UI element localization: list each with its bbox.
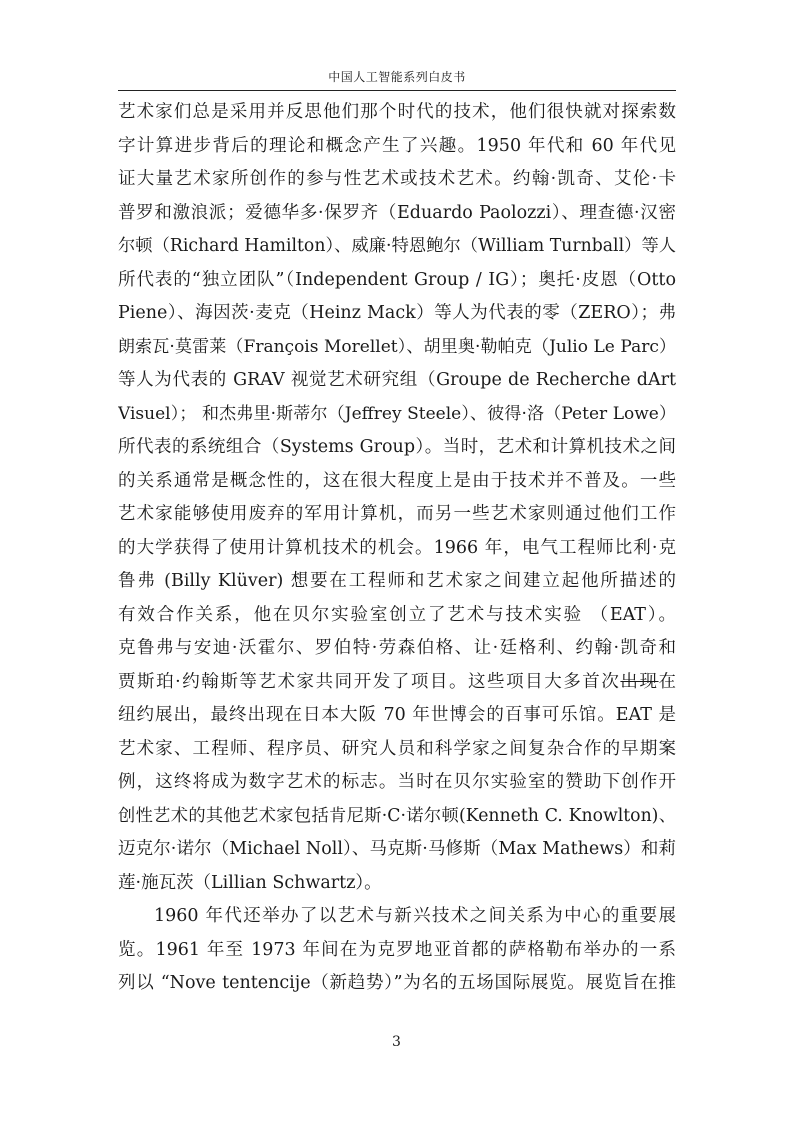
text-line: 所代表的“独立团队”（Independent Group / IG）；奥托·皮恩（Otto: [118, 269, 676, 290]
page-number: 3: [392, 1034, 401, 1050]
paragraph-2: [118, 900, 676, 1001]
text-line: 迈克尔·诺尔（Michael Noll）、马克斯·马修斯（Max Mathews）和莉: [118, 839, 676, 859]
text-line: Visuel）； 和杰弗里·斯蒂尔（Jeffrey Steele）、彼得·洛（Peter Lowe）: [118, 403, 676, 424]
text-line: [118, 666, 676, 700]
text-line: 有效合作关系，他在贝尔实验室创立了艺术与技术实验 （EAT）。: [118, 604, 676, 625]
text-line: 尔顿（Richard Hamilton）、威廉·特恩鲍尔（William Turnball）等人: [118, 236, 676, 256]
header-title: 中国人工智能系列白皮书: [328, 70, 466, 84]
text-line: 所代表的系统组合（Systems Group）。当时，艺术和计算机技术之间: [118, 437, 676, 457]
struck-text: 出现: [620, 671, 659, 692]
text-line: 1960 年代还举办了以艺术与新兴技术之间关系为中心的重要展: [154, 906, 676, 926]
text-line: 莲·施瓦茨（Lillian Schwartz）。: [118, 872, 382, 893]
text-line: 艺术家、工程师、程序员、研究人员和科学家之间复杂合作的早期案: [118, 738, 676, 759]
text-line: 朗索瓦·莫雷莱（François Morellet）、胡里奥·勒帕克（Julio Le Parc）: [118, 336, 676, 357]
text-line: 字计算进步背后的理论和概念产生了兴趣。1950 年代和 60 年代见: [118, 135, 676, 156]
body-text: [118, 96, 676, 1001]
text-line: 等人为代表的 GRAV 视觉艺术研究组（Groupe de Recherche dArt: [118, 370, 676, 390]
paragraph-1: [118, 96, 676, 900]
text-line: 的大学获得了使用计算机技术的机会。1966 年，电气工程师比利·克: [118, 537, 676, 558]
text-line: 证大量艺术家所创作的参与性艺术或技术艺术。约翰·凯奇、艾伦·卡: [118, 169, 676, 189]
page-header: [118, 64, 676, 91]
text-line: 普罗和激浪派；爱德华多·保罗齐（Eduardo Paolozzi）、理查德·汉密: [118, 202, 676, 223]
text-line: 纽约展出，最终出现在日本大阪 70 年世博会的百事可乐馆。EAT 是: [118, 705, 676, 725]
text-line: 的关系通常是概念性的，这在很大程度上是由于技术并不普及。一些: [118, 470, 676, 491]
text-line: 创性艺术的其他艺术家包括肯尼斯·C·诺尔顿(Kenneth C. Knowlton)、: [118, 805, 676, 826]
text-segment: 在: [658, 671, 676, 692]
text-line: 列以 “Nove tentencije（新趋势）”为名的五场国际展览。展览旨在推: [118, 973, 676, 993]
text-line: 览。1961 年至 1973 年间在为克罗地亚首都的萨格勒布举办的一系: [118, 939, 676, 960]
text-segment: 贾斯珀·约翰斯等艺术家共同开发了项目。这些项目大多首次: [118, 671, 621, 692]
text-line: 例，这终将成为数字艺术的标志。当时在贝尔实验室的赞助下创作开: [118, 772, 676, 792]
text-line: 艺术家们总是采用并反思他们那个时代的技术，他们很快就对探索数: [118, 102, 676, 122]
text-line: 艺术家能够使用废弃的军用计算机，而另一些艺术家则通过他们工作: [118, 504, 676, 524]
text-line: 鲁弗 (Billy Klüver) 想要在工程师和艺术家之间建立起他所描述的: [118, 571, 676, 591]
text-line: 克鲁弗与安迪·沃霍尔、罗伯特·劳森伯格、让·廷格利、约翰·凯奇和: [118, 638, 676, 658]
text-line: Piene）、海因茨·麦克（Heinz Mack）等人为代表的零（ZERO）；弗: [118, 303, 676, 323]
